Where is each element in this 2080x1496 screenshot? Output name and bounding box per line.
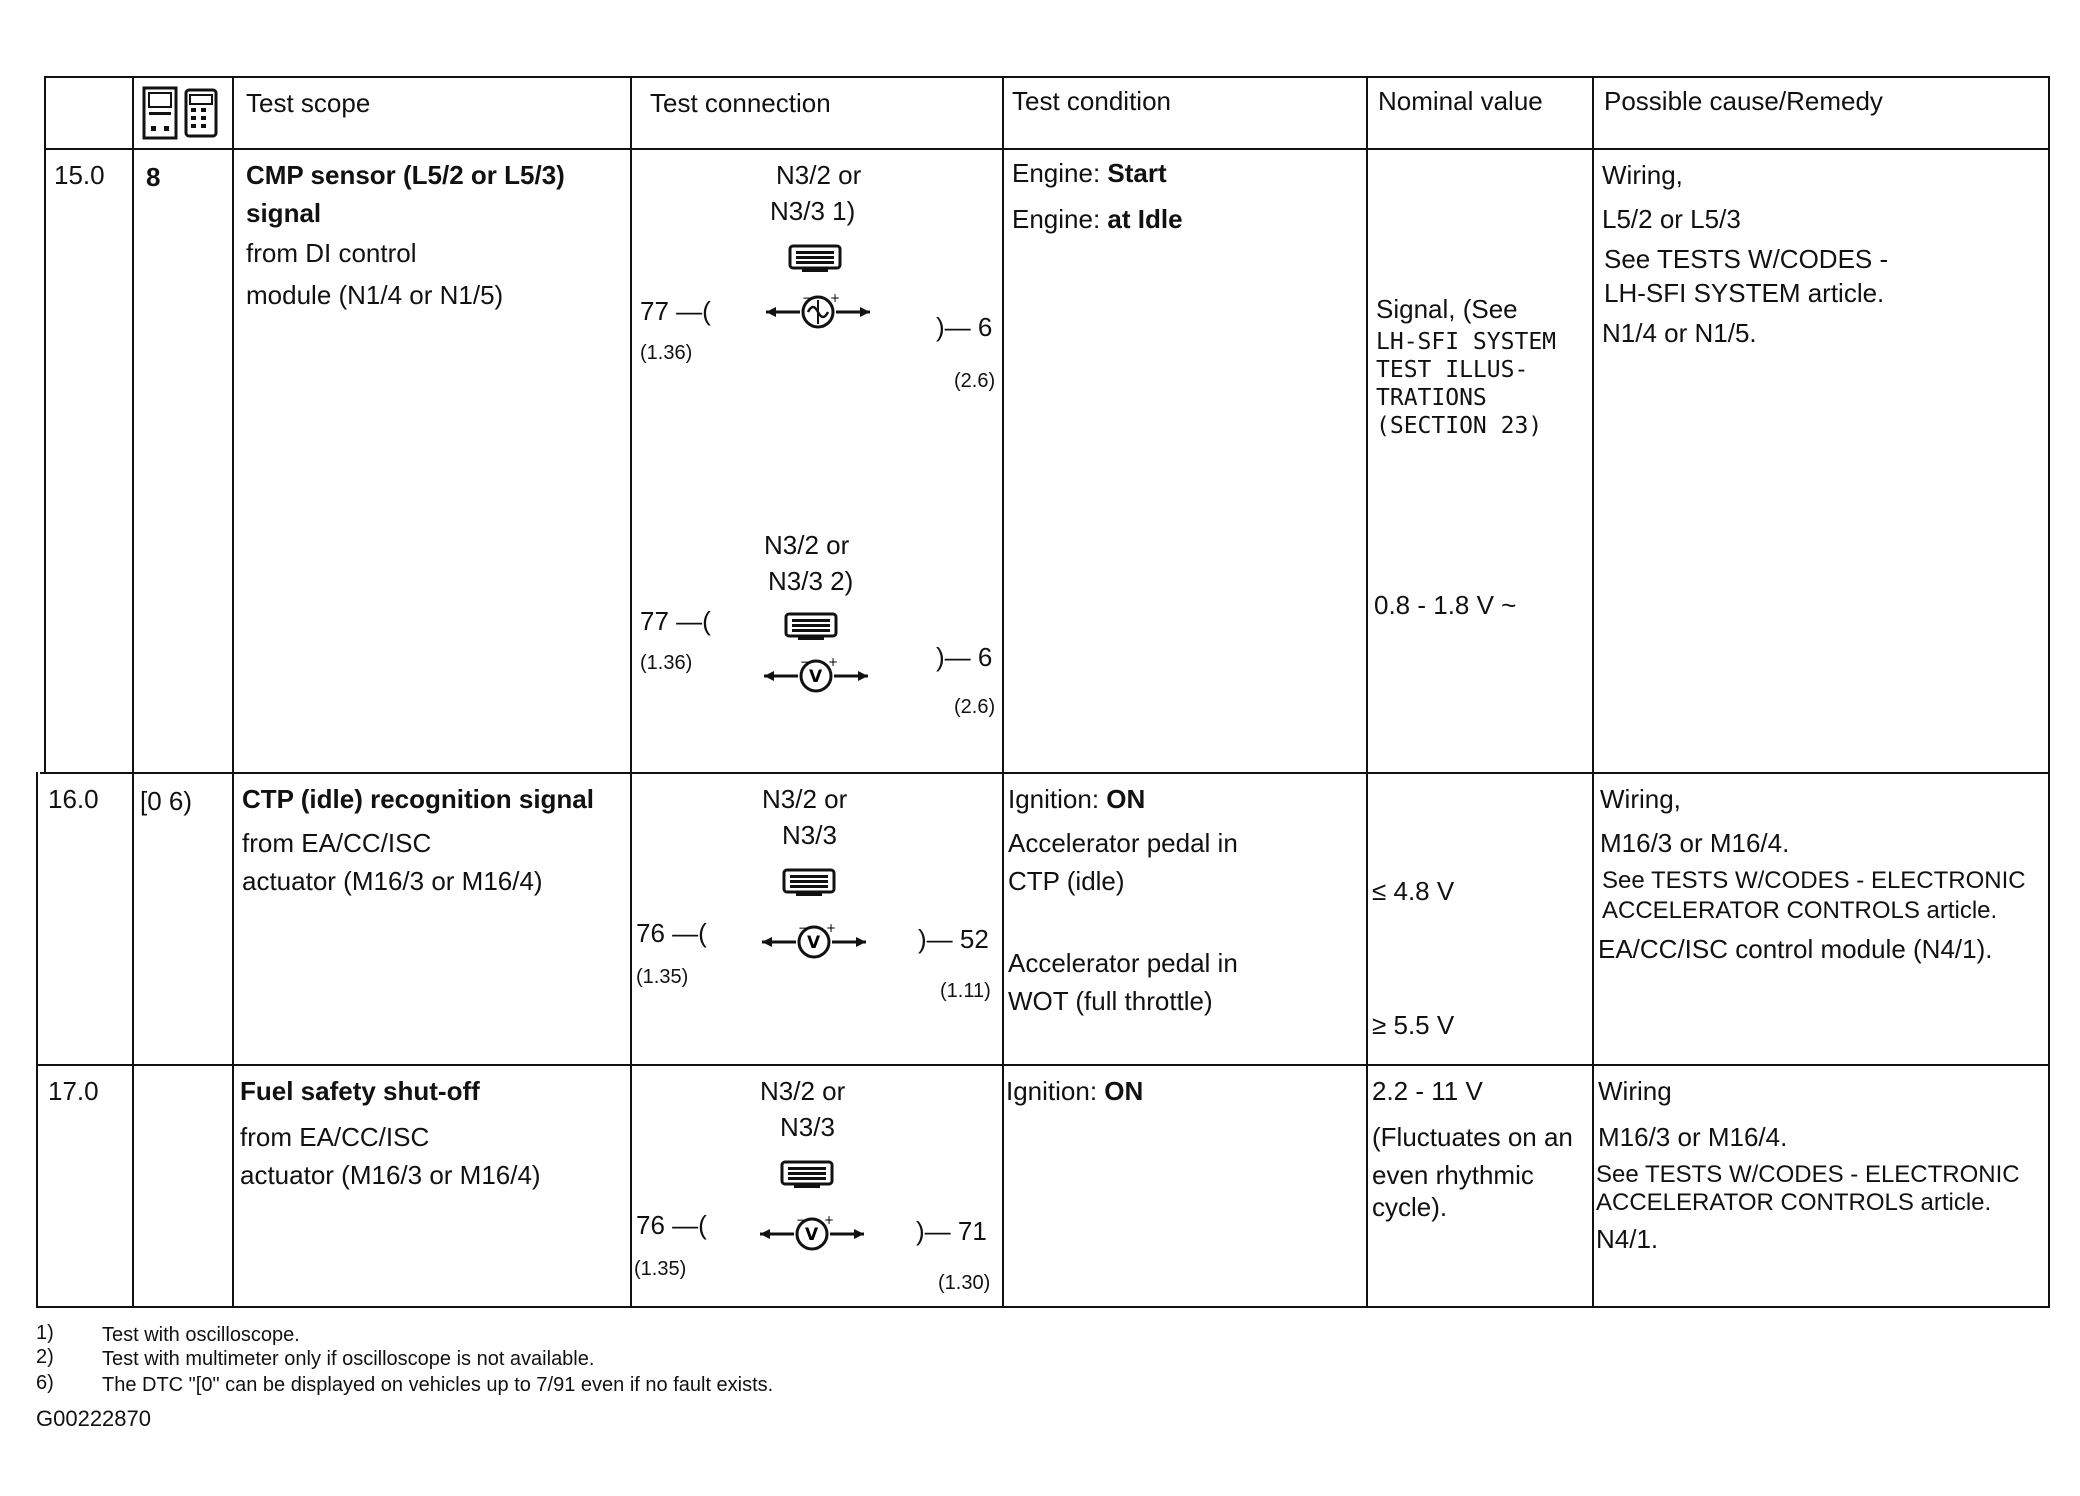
footnote-number: 2) — [36, 1346, 54, 1368]
module-label: N3/2 or — [764, 530, 850, 560]
remedy-text: L5/2 or L5/3 — [1602, 204, 1741, 234]
pin-left-ref: (1.35) — [636, 966, 689, 988]
nominal-value: (Fluctuates on an — [1372, 1122, 1573, 1152]
remedy-text: Wiring, — [1600, 784, 1681, 814]
header-test-connection: Test connection — [650, 88, 831, 118]
nominal-value: (SECTION 23) — [1376, 413, 1543, 439]
test-scope-title: Fuel safety shut-off — [240, 1076, 480, 1106]
header-nominal-value: Nominal value — [1378, 86, 1543, 116]
test-scope-title: CTP (idle) recognition signal — [242, 784, 594, 814]
pin-left: 76 —( — [636, 1210, 707, 1240]
nominal-value: ≥ 5.5 V — [1372, 1010, 1455, 1040]
footnote-number: 6) — [36, 1372, 54, 1394]
footnote-number: 1) — [36, 1322, 54, 1344]
remedy-text: ACCELERATOR CONTROLS article. — [1596, 1189, 1992, 1216]
header-test-condition: Test condition — [1012, 86, 1171, 116]
table-border-right — [2048, 76, 2050, 1308]
column-divider — [132, 76, 134, 1308]
module-label: N3/3 2) — [768, 566, 854, 596]
svg-text:+: + — [828, 656, 839, 669]
test-scope-text: from DI control — [246, 238, 417, 268]
column-divider — [1592, 76, 1594, 1308]
dtc-code-icon: [0 6) — [140, 786, 193, 816]
voltmeter-icon — [762, 656, 870, 696]
remedy-text: M16/3 or M16/4. — [1598, 1122, 1788, 1152]
control-module-tester-icon — [142, 86, 222, 142]
remedy-text: LH-SFI SYSTEM article. — [1604, 278, 1885, 308]
module-label: N3/3 — [782, 820, 837, 850]
pin-right: )— 6 — [936, 642, 993, 672]
column-divider — [630, 76, 632, 1308]
test-condition: WOT (full throttle) — [1008, 986, 1213, 1016]
pin-right: )— 6 — [936, 312, 993, 342]
pin-left-ref: (1.36) — [640, 342, 693, 364]
column-divider — [232, 76, 234, 1308]
pin-left-ref: (1.35) — [634, 1258, 687, 1280]
pin-left-ref: (1.36) — [640, 652, 693, 674]
table-border-top — [44, 76, 2050, 78]
nominal-value: even rhythmic — [1372, 1160, 1534, 1190]
remedy-text: See TESTS W/CODES - ELECTRONIC — [1602, 867, 2026, 894]
remedy-text: N4/1. — [1596, 1224, 1659, 1254]
pin-left: 77 —( — [640, 606, 711, 636]
footnote-text: Test with oscilloscope. — [102, 1324, 300, 1346]
connector-box-icon — [782, 866, 836, 898]
svg-text:−: − — [796, 1214, 807, 1227]
nominal-value: ≤ 4.8 V — [1372, 876, 1455, 906]
svg-text:−: − — [800, 656, 811, 669]
pin-right-ref: (1.30) — [938, 1272, 991, 1294]
test-scope-text: actuator (M16/3 or M16/4) — [240, 1160, 541, 1190]
nominal-value: TRATIONS — [1376, 385, 1487, 411]
module-label: N3/2 or — [760, 1076, 846, 1106]
pin-left: 77 —( — [640, 296, 711, 326]
remedy-text: Wiring — [1598, 1076, 1672, 1106]
svg-text:+: + — [824, 1214, 835, 1227]
test-scope-text: module (N1/4 or N1/5) — [246, 280, 504, 310]
svg-text:V: V — [807, 933, 821, 953]
svg-text:V: V — [805, 1225, 819, 1245]
pin-right: )— 71 — [916, 1216, 987, 1246]
pin-right: )— 52 — [918, 924, 989, 954]
connector-box-icon — [780, 1158, 834, 1190]
remedy-text: See TESTS W/CODES - ELECTRONIC — [1596, 1161, 2020, 1188]
column-divider — [44, 76, 46, 774]
remedy-text: See TESTS W/CODES - — [1604, 244, 1889, 274]
row-divider — [38, 1064, 2048, 1066]
header-test-scope: Test scope — [246, 88, 371, 118]
diagnostic-test-table — [36, 76, 2050, 1308]
test-scope-text: actuator (M16/3 or M16/4) — [242, 866, 543, 896]
step-number: 17.0 — [48, 1076, 99, 1106]
footnote-text: Test with multimeter only if oscilloscope is not available. — [102, 1348, 595, 1370]
test-condition: Accelerator pedal in — [1008, 948, 1238, 978]
remedy-text: Wiring, — [1602, 160, 1683, 190]
nominal-value: 2.2 - 11 V — [1372, 1076, 1483, 1106]
module-label: N3/2 or — [776, 160, 862, 190]
header-possible-cause: Possible cause/Remedy — [1604, 86, 1883, 116]
connector-box-icon — [784, 610, 838, 642]
test-condition: Engine: Start — [1012, 158, 1167, 188]
remedy-text: M16/3 or M16/4. — [1600, 828, 1790, 858]
step-number: 16.0 — [48, 784, 99, 814]
svg-text:V: V — [809, 667, 823, 687]
remedy-text: EA/CC/ISC control module (N4/1). — [1598, 934, 1993, 964]
nominal-value: 0.8 - 1.8 V ~ — [1374, 590, 1517, 620]
step-number: 15.0 — [54, 160, 105, 190]
table-border-bottom — [36, 1306, 2048, 1308]
svg-text:−: − — [798, 922, 809, 935]
test-condition: Engine: at Idle — [1012, 204, 1183, 234]
column-divider — [1366, 76, 1368, 1308]
pin-left: 76 —( — [636, 918, 707, 948]
nominal-value: LH-SFI SYSTEM — [1376, 329, 1557, 355]
voltmeter-icon — [758, 1214, 866, 1254]
connector-box-icon — [788, 242, 842, 274]
test-scope-text: from EA/CC/ISC — [242, 828, 432, 858]
nominal-value: TEST ILLUS- — [1376, 357, 1529, 383]
svg-text:+: + — [830, 292, 841, 305]
svg-text:−: − — [802, 292, 813, 305]
column-divider — [36, 772, 38, 1308]
test-scope-text: from EA/CC/ISC — [240, 1122, 430, 1152]
nominal-value: Signal, (See — [1376, 294, 1518, 324]
module-label: N3/2 or — [762, 784, 848, 814]
row-divider — [40, 772, 2050, 774]
dtc-code-icon: 8 — [146, 162, 161, 192]
test-condition: CTP (idle) — [1008, 866, 1125, 896]
module-label: N3/3 1) — [770, 196, 856, 226]
footnote-text: The DTC "[0" can be displayed on vehicles up to 7/91 even if no fault exists. — [102, 1374, 774, 1396]
voltmeter-icon — [760, 922, 868, 962]
test-condition: Accelerator pedal in — [1008, 828, 1238, 858]
pin-right-ref: (1.11) — [940, 980, 991, 1002]
test-condition: Ignition: ON — [1008, 784, 1146, 814]
test-scope-title: signal — [246, 198, 322, 228]
header-divider — [44, 148, 2050, 150]
svg-text:+: + — [826, 922, 837, 935]
column-divider — [1002, 76, 1004, 1308]
pin-right-ref: (2.6) — [954, 370, 996, 392]
remedy-text: ACCELERATOR CONTROLS article. — [1602, 897, 1998, 924]
test-scope-title: CMP sensor (L5/2 or L5/3) — [246, 160, 565, 190]
remedy-text: N1/4 or N1/5. — [1602, 318, 1757, 348]
module-label: N3/3 — [780, 1112, 835, 1142]
tester-icons — [142, 86, 222, 142]
pin-right-ref: (2.6) — [954, 696, 996, 718]
oscilloscope-icon — [764, 292, 872, 332]
figure-id: G00222870 — [36, 1406, 151, 1431]
nominal-value: cycle). — [1372, 1192, 1448, 1222]
test-condition: Ignition: ON — [1006, 1076, 1144, 1106]
